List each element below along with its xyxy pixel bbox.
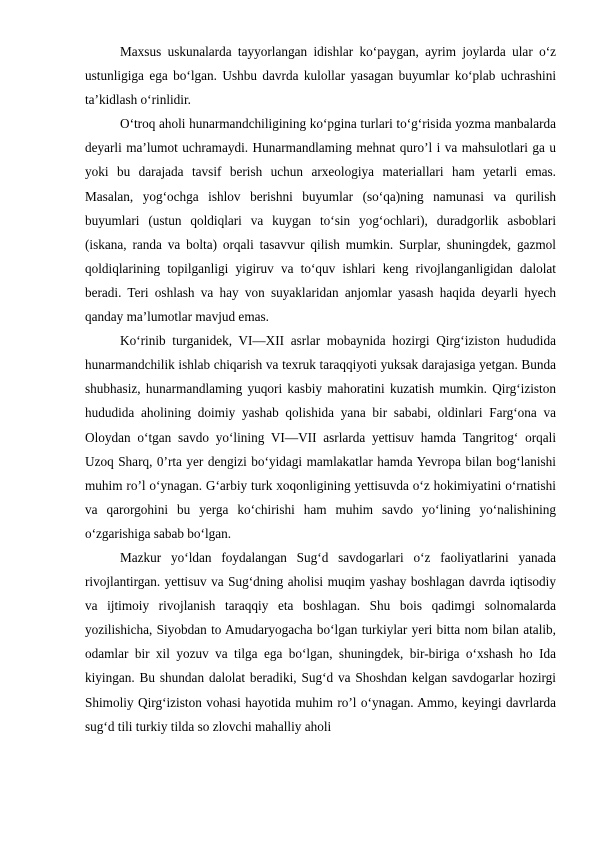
body-text — [85, 40, 556, 739]
paragraph-1: Maxsus uskunalarda tayyorlangan idishlar ko‘paygan, ayrim joylarda ular o‘z ustunligiga ega bo‘lgan. Ushbu davrda kulollar yasagan buyumlar ko‘plab uchrashini ta’kidlash o‘rinlidir. — [85, 44, 556, 108]
paragraph-4: Mazkur yo‘ldan foydalangan Sug‘d savdogarlari o‘z faoliyatlarini yanada rivojlantirgan. yettisuv va Sug‘dning aholisi muqim yashay boshlagan davrda iqtisodiy va ijtimoiy rivojlanish taraqqiy eta boshlagan. Shu bois qadimgi solnomalarda yozilishicha, Siyobdan to Amudaryogacha bo‘lgan turkiylar yeri bitta nom bilan atalib, odamlar bir xil yozuv va tilga ega bo‘lgan, shuningdek, bir-biriga o‘xshash ho Ida kiyingan. Bu shundan dalolat beradiki, Sug‘d va Shoshdan kelgan savdogarlar hozirgi Shimoliy Qirg‘iziston vohasi hayotida muhim ro’l o‘ynagan. Ammo, keyingi davrlarda sug‘d tili turkiy tilda so zlovchi mahalliy aholi — [85, 549, 556, 734]
paragraph-2: O‘troq aholi hunarmandchiligining ko‘pgina turlari to‘g‘risida yozma manbalarda deyarli ma’lumot uchramaydi. Hunarmandlaming mehnat quro’l i va mahsulotlari ga u yoki bu darajada tavsif berish uchun arxeologiya materiallari ham yetarli emas. Masalan, yog‘ochga ishlov berishni buyumlar (so‘qa)ning namunasi va qurilish buyumlari (ustun qoldiqlari va kuygan to‘sin yog‘ochlari), duradgorlik asboblari (iskana, randa va bolta) orqali tasavvur qilish mumkin. Surplar, shuningdek, gazmol qoldiqlarining topilganligi yigiruv va to‘quv ishlari keng rivojlanganligidan dalolat beradi. Teri oshlash va hay von suyaklaridan anjomlar yasash haqida deyarli hyech qanday ma’lumotlar mavjud emas. — [85, 116, 556, 325]
paragraph-3: Ko‘rinib turganidek, VI—XII asrlar mobaynida hozirgi Qirg‘iziston hududida hunarmandchilik ishlab chiqarish va texruk taraqqiyoti yuksak darajasiga yetgan. Bunda shubhasiz, hunarmandlaming yuqori kasbiy mahoratini kuzatish mumkin. Qirg‘iziston hududida aholining doimiy yashab qolishida yana bir sababi, oldinlari Farg‘ona va Oloydan o‘tgan savdo yo‘lining VI—VII asrlarda yettisuv hamda Tangritog‘ orqali Uzoq Sharq, 0’rta yer dengizi bo‘yidagi mamlakatlar hamda Yevropa bilan bog‘lanishi muhim ro’l o‘ynagan. G‘arbiy turk xoqonligining yettisuvda o‘z hokimiyatini o‘rnatishi va qarorgohini bu yerga ko‘chirishi ham muhim savdo yo‘lining yo‘nalishining o‘zgarishiga sabab bo‘lgan. — [85, 333, 556, 541]
